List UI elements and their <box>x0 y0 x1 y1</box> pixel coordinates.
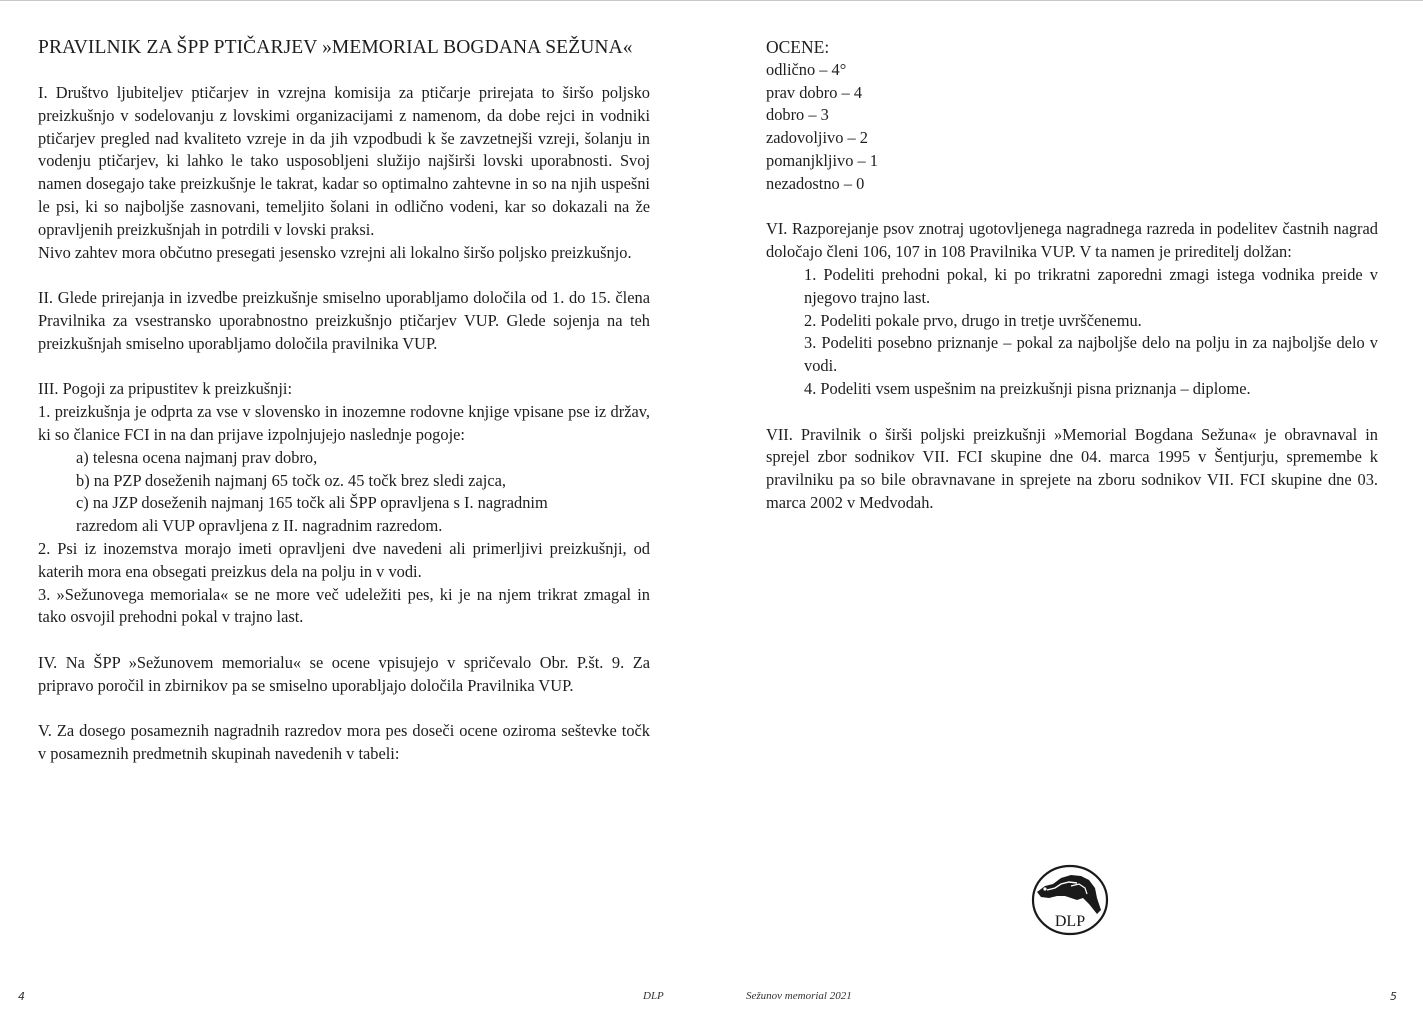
svg-text:DLP: DLP <box>1054 913 1086 930</box>
footer-right-label: Sežunov memorial 2021 <box>746 990 852 1002</box>
award-item: 4. Podeliti vsem uspešnim na preizkušnji pisna priznanja – diplome. <box>804 378 1251 398</box>
section-vii-text: VII. Pravilnik o širši poljski preizkušnji »Memorial Bogdana Sežuna« je obravnaval in sprejel zbor sodnikov VII. FCI skupine dne 04. marca 1995 v Šentjurju, spremembe k pravilniku pa so bile obravnavane in sprejete na zboru sodnikov VII. FCI skupine dne 03. marca 2002 v Medvodah. <box>766 424 1378 512</box>
section-iii-point-3: 3. »Sežunovega memoriala« se ne more več udeležiti pes, ki je na njem trikrat zmagal in tako osvojil prehodni pokal v trajno last. <box>38 584 650 627</box>
dlp-logo <box>1031 864 1109 936</box>
page-number-left: 4 <box>18 990 25 1003</box>
section-vii <box>766 424 1378 515</box>
right-page <box>766 36 1378 538</box>
awards-list <box>766 264 1378 401</box>
left-page <box>38 36 650 789</box>
section-iii-heading: III. Pogoji za pripustitev k preizkušnji: <box>38 379 293 399</box>
section-iv-text: IV. Na ŠPP »Sežunovem memorialu« se ocene vpisujejo v spričevalo Obr. P.št. 9. Za pripravo poročil in zbirnikov pa se smiselno uporabljajo določila Pravilnika VUP. <box>38 652 650 695</box>
section-i <box>38 82 650 264</box>
grade-item: dobro – 3 <box>766 105 829 125</box>
section-v-text: V. Za dosego posameznih nagradnih razredov mora pes doseči ocene oziroma seštevke točk v posameznih predmetnih skupinah navedenih v tabeli: <box>38 721 650 764</box>
section-i-text: I. Društvo ljubiteljev ptičarjev in vzrejna komisija za ptičarje prirejata to širšo poljsko preizkušnjo v sodelovanju z lovskimi organizacijami z namenom, da dobe rejci in vodniki ptičarjev pregled nad kvaliteto vzreje in da jih vzpodbudi k še zavzetnejši vzreji, šolanju in vodenju ptičarjev, ki lahko le tako usposobljeni služijo najširši lovski uporabnosti. Svoj namen dosegajo take preizkušnje le takrat, kadar so optimalno zahtevne in so na njih uspešni le psi, ki so najboljše zasnovani, temeljito šolani in odlično vodeni, kar so dokazali na že opravljenih preizkušnjah in potrdili v lovski praksi. <box>38 83 650 239</box>
section-v <box>38 720 650 766</box>
section-vi <box>766 218 1378 400</box>
grade-item: odlično – 4° <box>766 59 847 79</box>
section-i-text2: Nivo zahtev mora občutno presegati jesensko vzrejni ali lokalno širšo poljsko preizkušnjo. <box>38 242 632 262</box>
grades-block <box>766 36 1378 196</box>
top-border <box>0 0 1423 1</box>
grade-item: nezadostno – 0 <box>766 173 865 193</box>
award-item: 1. Podeliti prehodni pokal, ki po trikratni zaporedni zmagi istega vodnika preide v njegovo trajno last. <box>804 264 1378 307</box>
grade-item: pomanjkljivo – 1 <box>766 150 878 170</box>
grade-item: zadovoljivo – 2 <box>766 128 868 148</box>
grade-item: prav dobro – 4 <box>766 82 863 102</box>
grades-heading: OCENE: <box>766 37 830 57</box>
condition-a: a) telesna ocena najmanj prav dobro, <box>76 447 318 467</box>
condition-c: c) na JZP doseženih najmanj 165 točk ali ŠPP opravljena s I. nagradnim razredom ali VUP opravljena z II. nagradnim razredom. <box>76 493 548 536</box>
section-iii-point-2: 2. Psi iz inozemstva morajo imeti opravljeni dve navedeni ali primerljivi preizkušnji, od katerih mora ena obsegati preizkus dela na polju in v vodi. <box>38 538 650 581</box>
award-item: 2. Podeliti pokale prvo, drugo in tretje uvrščenemu. <box>804 310 1142 330</box>
section-iii-point-1: 1. preizkušnja je odprta za vse v slovensko in inozemne rodovne knjige vpisane pse iz držav, ki so članice FCI in na dan prijave izpolnjujejo naslednje pogoje: <box>38 402 650 444</box>
page-number-right: 5 <box>1390 990 1397 1003</box>
document-title: PRAVILNIK ZA ŠPP PTIČARJEV »MEMORIAL BOGDANA SEŽUNA« <box>38 37 633 58</box>
dog-head-logo-icon <box>1031 864 1109 936</box>
award-item: 3. Podeliti posebno priznanje – pokal za najboljše delo na polju in za najboljše delo v vodi. <box>804 333 1378 376</box>
footer-left-label: DLP <box>643 990 664 1002</box>
section-ii-text: II. Glede prirejanja in izvedbe preizkušnje smiselno uporabljamo določila od 1. do 15. člena Pravilnika za vsestransko uporabnostno preizkušnjo ptičarjev VUP. Glede sojenja na teh preizkušnjah smiselno uporabljamo določila pravilnika VUP. <box>38 288 650 353</box>
conditions-list <box>38 447 650 538</box>
section-ii <box>38 287 650 355</box>
section-iii <box>38 378 650 629</box>
condition-b: b) na PZP doseženih najmanj 65 točk oz. 45 točk brez sledi zajca, <box>76 470 506 490</box>
section-iv <box>38 652 650 698</box>
section-vi-text: VI. Razporejanje psov znotraj ugotovljenega nagradnega razreda in podelitev častnih nagrad določajo členi 106, 107 in 108 Pravilnika VUP. V ta namen je prireditelj dolžan: <box>766 219 1378 262</box>
